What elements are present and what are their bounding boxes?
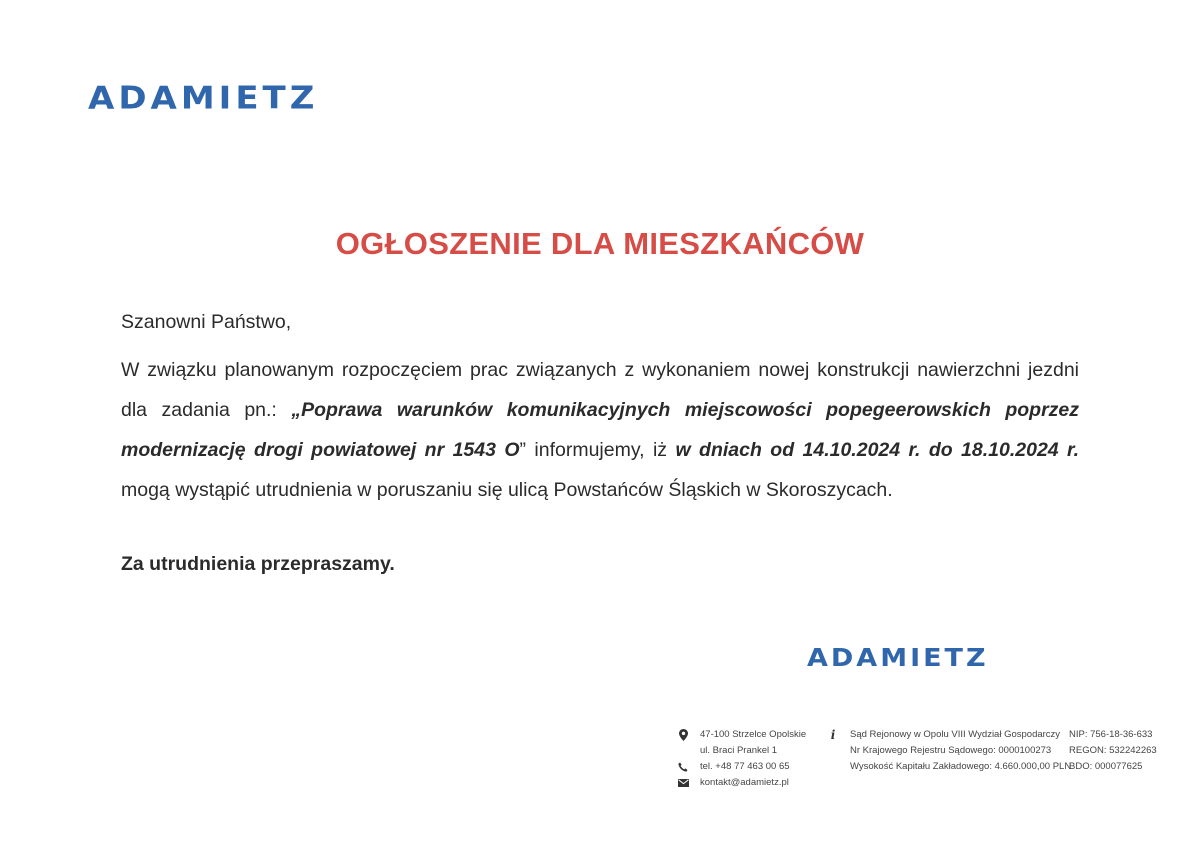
footer-registration — [826, 727, 1071, 775]
email-address[interactable]: kontakt@adamietz.pl — [700, 777, 789, 788]
footer-identifiers — [1069, 727, 1157, 775]
work-dates: w dniach od 14.10.2024 r. do 18.10.2024 r. — [675, 439, 1079, 461]
closing-line: Za utrudnienia przepraszamy. — [121, 553, 395, 575]
task-name: „Poprawa warunków komunikacyjnych miejscowości popegeerowskich poprzez modernizację drogi powiatowej nr 1543 O — [121, 399, 1080, 461]
nip-line: NIP: 756-18-36-633 — [1069, 729, 1153, 740]
greeting: Szanowni Państwo, — [121, 311, 292, 333]
address-line1: 47-100 Strzelce Opolskie — [700, 729, 807, 740]
phone-row — [676, 759, 806, 775]
signature-logo: ADAMIETZ — [807, 644, 989, 673]
address-line2: ul. Braci Prankel 1 — [700, 745, 778, 756]
address-row-2 — [676, 743, 806, 759]
phone-number[interactable]: tel. +48 77 463 00 65 — [700, 761, 790, 772]
notice-paragraph — [121, 350, 1079, 510]
envelope-icon — [676, 775, 690, 791]
court-line: Sąd Rejonowy w Opolu VIII Wydział Gospodarczy — [850, 729, 1061, 740]
bdo-line: BDO: 000077625 — [1069, 761, 1143, 772]
paragraph-middle: ” informujemy, iż — [519, 439, 676, 461]
krs-line: Nr Krajowego Rejestru Sądowego: 0000100273 — [850, 745, 1052, 756]
company-logo: ADAMIETZ — [88, 80, 319, 117]
info-icon: i — [830, 728, 836, 742]
capital-line: Wysokość Kapitału Zakładowego: 4.660.000,00 PLN — [850, 761, 1072, 772]
address-row — [676, 727, 806, 743]
paragraph-intro: W związku planowanym rozpoczęciem prac związanych z wykonaniem nowej konstrukcji nawierzchni jezdni dla zadania pn.: — [121, 359, 1079, 421]
notice-title: OGŁOSZENIE DLA MIESZKAŃCÓW — [335, 226, 865, 261]
phone-icon — [676, 759, 690, 775]
footer-contact — [676, 727, 806, 791]
paragraph-end: mogą wystąpić utrudnienia w poruszaniu się ulicą Powstańców Śląskich w Skoroszycach. — [121, 479, 893, 501]
email-row — [676, 775, 806, 791]
regon-line: REGON: 532242263 — [1069, 745, 1157, 756]
location-pin-icon — [676, 727, 690, 743]
